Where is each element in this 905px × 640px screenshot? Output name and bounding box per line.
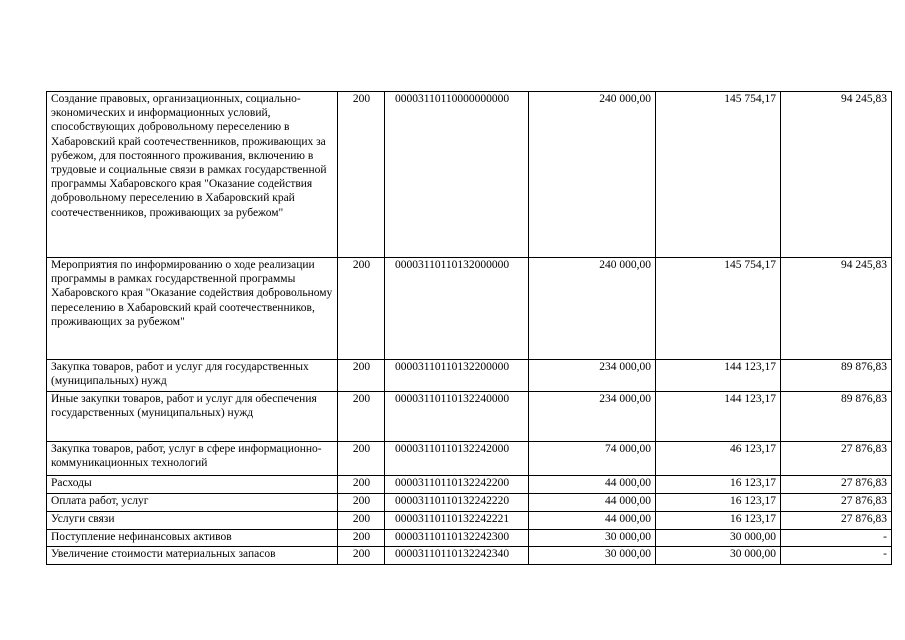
row-name-cell: Закупка товаров, работ, услуг в сфере информационно-коммуникационных технологий — [47, 442, 338, 476]
budget-table — [46, 91, 892, 565]
row-executed-cell: 16 123,17 — [656, 494, 781, 512]
row-name-cell: Расходы — [47, 476, 338, 494]
row-name-cell: Услуги связи — [47, 512, 338, 530]
row-kbk-cell: 00003110110132242340 — [385, 547, 529, 565]
row-executed-cell: 145 754,17 — [656, 258, 781, 360]
row-line-code-cell: 200 — [338, 258, 385, 360]
row-unexecuted-cell: 89 876,83 — [781, 360, 892, 392]
row-kbk-cell: 00003110110132242221 — [385, 512, 529, 530]
row-unexecuted-cell: 94 245,83 — [781, 92, 892, 258]
row-unexecuted-cell: 27 876,83 — [781, 476, 892, 494]
row-unexecuted-cell: 94 245,83 — [781, 258, 892, 360]
row-executed-cell: 30 000,00 — [656, 547, 781, 565]
row-approved-cell: 240 000,00 — [529, 258, 656, 360]
row-approved-cell: 74 000,00 — [529, 442, 656, 476]
row-line-code-cell: 200 — [338, 547, 385, 565]
table-row — [47, 92, 892, 258]
row-name-cell: Закупка товаров, работ и услуг для государственных (муниципальных) нужд — [47, 360, 338, 392]
row-approved-cell: 234 000,00 — [529, 392, 656, 442]
row-kbk-cell: 00003110110132242220 — [385, 494, 529, 512]
table-row — [47, 494, 892, 512]
row-kbk-cell: 00003110110000000000 — [385, 92, 529, 258]
row-name-cell: Мероприятия по информированию о ходе реализации программы в рамках государственной программы Хабаровского края "Оказание содействия добровольному переселению в Хабаровский край соотечественников, проживающих за рубежом" — [47, 258, 338, 360]
row-executed-cell: 144 123,17 — [656, 360, 781, 392]
budget-table-body — [47, 92, 892, 565]
row-executed-cell: 144 123,17 — [656, 392, 781, 442]
table-row — [47, 392, 892, 442]
row-line-code-cell: 200 — [338, 392, 385, 442]
row-kbk-cell: 00003110110132000000 — [385, 258, 529, 360]
table-row — [47, 512, 892, 530]
row-kbk-cell: 00003110110132242300 — [385, 530, 529, 547]
table-row — [47, 530, 892, 547]
row-kbk-cell: 00003110110132242000 — [385, 442, 529, 476]
row-approved-cell: 234 000,00 — [529, 360, 656, 392]
row-line-code-cell: 200 — [338, 92, 385, 258]
row-line-code-cell: 200 — [338, 512, 385, 530]
row-kbk-cell: 00003110110132242200 — [385, 476, 529, 494]
table-row — [47, 442, 892, 476]
row-unexecuted-cell: - — [781, 530, 892, 547]
row-name-cell: Увеличение стоимости материальных запасов — [47, 547, 338, 565]
table-row — [47, 360, 892, 392]
row-line-code-cell: 200 — [338, 530, 385, 547]
row-line-code-cell: 200 — [338, 494, 385, 512]
row-unexecuted-cell: 27 876,83 — [781, 442, 892, 476]
row-approved-cell: 44 000,00 — [529, 476, 656, 494]
row-name-cell: Поступление нефинансовых активов — [47, 530, 338, 547]
row-approved-cell: 30 000,00 — [529, 530, 656, 547]
row-unexecuted-cell: 27 876,83 — [781, 494, 892, 512]
row-line-code-cell: 200 — [338, 360, 385, 392]
row-executed-cell: 46 123,17 — [656, 442, 781, 476]
row-executed-cell: 30 000,00 — [656, 530, 781, 547]
row-approved-cell: 44 000,00 — [529, 512, 656, 530]
table-row — [47, 476, 892, 494]
row-executed-cell: 145 754,17 — [656, 92, 781, 258]
row-unexecuted-cell: 89 876,83 — [781, 392, 892, 442]
row-approved-cell: 240 000,00 — [529, 92, 656, 258]
row-line-code-cell: 200 — [338, 442, 385, 476]
row-executed-cell: 16 123,17 — [656, 476, 781, 494]
row-line-code-cell: 200 — [338, 476, 385, 494]
row-approved-cell: 44 000,00 — [529, 494, 656, 512]
row-name-cell: Создание правовых, организационных, социально-экономических и информационных условий, способствующих добровольному переселению в Хабаровский край соотечественников, проживающих за рубежом, для постоянного проживания, включению в трудовые и социальные связи в рамках государственной программы Хабаровского края "Оказание содействия добровольному переселению в Хабаровский край соотечественников, проживающих за рубежом" — [47, 92, 338, 258]
row-kbk-cell: 00003110110132240000 — [385, 392, 529, 442]
row-unexecuted-cell: - — [781, 547, 892, 565]
row-name-cell: Оплата работ, услуг — [47, 494, 338, 512]
row-executed-cell: 16 123,17 — [656, 512, 781, 530]
row-unexecuted-cell: 27 876,83 — [781, 512, 892, 530]
row-name-cell: Иные закупки товаров, работ и услуг для обеспечения государственных (муниципальных) нужд — [47, 392, 338, 442]
row-kbk-cell: 00003110110132200000 — [385, 360, 529, 392]
table-row — [47, 547, 892, 565]
row-approved-cell: 30 000,00 — [529, 547, 656, 565]
table-row — [47, 258, 892, 360]
